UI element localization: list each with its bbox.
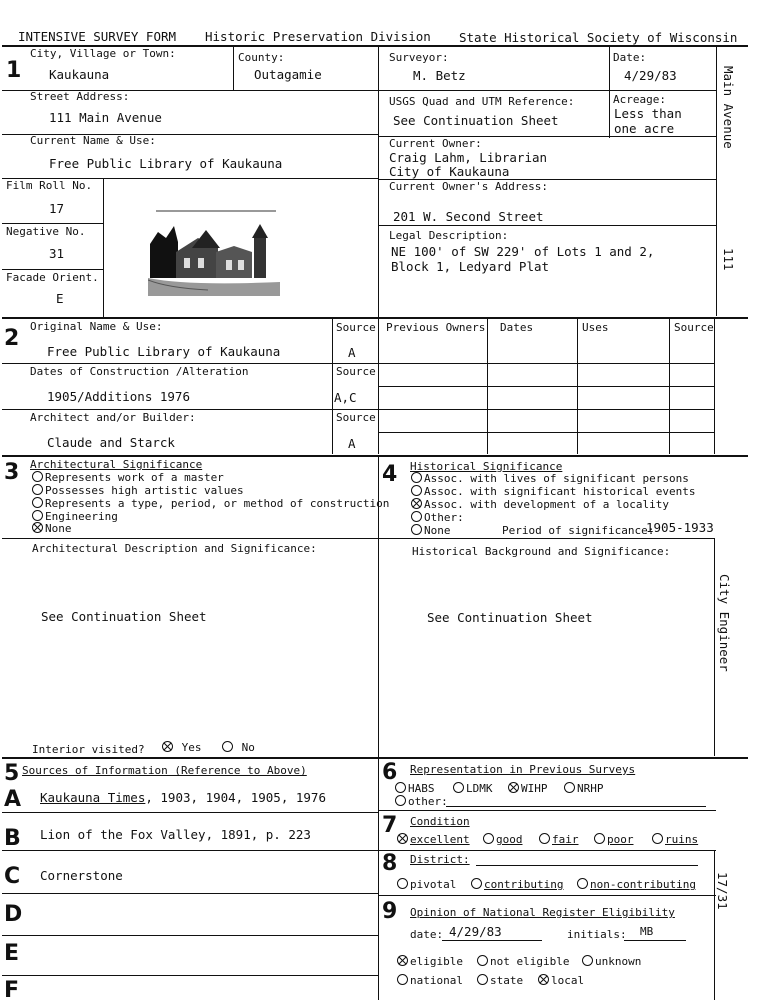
rule [2, 223, 103, 224]
radio-icon [411, 511, 422, 522]
source-b-letter: B [4, 826, 21, 851]
source-c-letter: C [4, 864, 21, 889]
condition-title: Condition [410, 815, 470, 828]
radio-icon [582, 955, 593, 966]
initials-underline [624, 940, 686, 941]
radio-icon [32, 471, 43, 482]
radio-icon [577, 878, 588, 889]
acreage-value-2: one acre [614, 121, 675, 136]
county-label: County: [238, 51, 285, 64]
owner-value-2: City of Kaukauna [389, 164, 510, 179]
survey-nrhp[interactable]: NRHP [564, 782, 604, 795]
radio-icon [483, 833, 494, 844]
rule [378, 432, 714, 433]
eligibility-eligible[interactable]: eligible [397, 955, 463, 968]
hist-option-events[interactable]: Assoc. with significant historical events [411, 485, 696, 498]
district-title: District: [410, 853, 470, 866]
surveyor-value: M. Betz [413, 68, 466, 83]
section-8-number: 8 [382, 851, 398, 876]
section-3-number: 3 [4, 460, 20, 485]
rule [2, 363, 714, 364]
city-value: Kaukauna [49, 67, 110, 82]
arch-option-engineering[interactable]: Engineering [32, 510, 118, 523]
arch-description-value: See Continuation Sheet [41, 609, 207, 624]
rule [2, 538, 714, 539]
margin-engineer: City Engineer [717, 574, 732, 672]
rule [378, 386, 714, 387]
level-national[interactable]: national [397, 974, 463, 987]
condition-fair[interactable]: fair [539, 833, 579, 846]
source-d-letter: D [4, 902, 23, 927]
dates-label: Dates of Construction /Alteration [30, 365, 249, 378]
owner-value-1: Craig Lahm, Librarian [389, 150, 548, 165]
rule [2, 812, 378, 813]
radio-icon [32, 497, 43, 508]
radio-icon [397, 878, 408, 889]
rule [2, 850, 378, 851]
radio-checked-icon [538, 974, 549, 985]
facade-label: Facade Orient. [6, 271, 99, 284]
radio-checked-icon [397, 955, 408, 966]
margin-number: 111 [721, 248, 736, 271]
legal-value-2: Block 1, Ledyard Plat [391, 259, 550, 274]
condition-ruins[interactable]: ruins [652, 833, 698, 846]
eligibility-date-value: 4/29/83 [449, 924, 502, 939]
owner-address-value: 201 W. Second Street [393, 209, 544, 224]
radio-icon [594, 833, 605, 844]
current-name-value: Free Public Library of Kaukauna [49, 156, 283, 171]
radio-icon [395, 795, 406, 806]
rule [233, 46, 234, 90]
condition-good[interactable]: good [483, 833, 523, 846]
street-value: 111 Main Avenue [49, 110, 162, 125]
sources-title: Sources of Information (Reference to Above) [22, 764, 307, 777]
other-underline [446, 806, 706, 807]
eligibility-unknown[interactable]: unknown [582, 955, 641, 968]
original-source-value: A [348, 345, 356, 360]
radio-checked-icon [508, 782, 519, 793]
date-underline [442, 940, 542, 941]
level-state[interactable]: state [477, 974, 523, 987]
usgs-value: See Continuation Sheet [393, 113, 559, 128]
district-contributing[interactable]: contributing [471, 878, 563, 891]
radio-icon [222, 741, 233, 752]
radio-icon [395, 782, 406, 793]
survey-habs[interactable]: HABS [395, 782, 435, 795]
radio-icon [564, 782, 575, 793]
street-label: Street Address: [30, 90, 130, 103]
rule [716, 46, 717, 316]
legal-value-1: NE 100' of SW 229' of Lots 1 and 2, [391, 244, 655, 259]
date-label: Date: [613, 51, 647, 64]
rule [378, 810, 716, 811]
section-9-number: 9 [382, 899, 398, 924]
source-label: Source [336, 411, 376, 424]
division-name: Historic Preservation Division [205, 29, 431, 44]
rule [378, 90, 716, 91]
source-e-letter: E [4, 941, 20, 966]
hist-background-label: Historical Background and Significance: [412, 545, 671, 558]
rule [2, 409, 714, 410]
source-label: Source [336, 321, 376, 334]
arch-option-artistic[interactable]: Possesses high artistic values [32, 484, 244, 497]
rule [2, 893, 378, 894]
survey-wihp[interactable]: WIHP [508, 782, 548, 795]
film-roll-value: 17 [49, 201, 65, 216]
source-f-letter: F [4, 978, 20, 1003]
owner-label: Current Owner: [389, 137, 482, 150]
arch-option-master[interactable]: Represents work of a master [32, 471, 224, 484]
hist-option-persons[interactable]: Assoc. with lives of significant persons [411, 472, 689, 485]
rule [2, 975, 378, 976]
hist-background-value: See Continuation Sheet [427, 610, 593, 625]
dates-value: 1905/Additions 1976 [47, 389, 190, 404]
radio-icon [411, 472, 422, 483]
period-label: Period of significance: [502, 524, 655, 537]
eligibility-date-label: date: [410, 928, 444, 941]
arch-option-none[interactable]: None [32, 522, 72, 535]
section-4-number: 4 [382, 462, 398, 487]
facade-value: E [56, 291, 64, 306]
negative-value: 31 [49, 246, 65, 261]
source-c-value: Cornerstone [40, 868, 123, 883]
hist-option-locality[interactable]: Assoc. with development of a locality [411, 498, 669, 511]
radio-icon [477, 974, 488, 985]
radio-icon [453, 782, 464, 793]
film-roll-label: Film Roll No. [6, 179, 93, 192]
building-photo [148, 208, 280, 296]
radio-icon [32, 484, 43, 495]
original-name-label: Original Name & Use: [30, 320, 163, 333]
eligibility-title: Opinion of National Register Eligibility [410, 906, 675, 919]
radio-checked-icon [32, 522, 43, 533]
rule [378, 850, 716, 851]
rule-section-5 [2, 757, 748, 759]
rule [2, 269, 103, 270]
architect-label: Architect and/or Builder: [30, 411, 196, 424]
initials-label: initials: [567, 928, 627, 941]
district-noncontributing[interactable]: non-contributing [577, 878, 696, 891]
usgs-label: USGS Quad and UTM Reference: [389, 95, 575, 108]
rule [2, 935, 378, 936]
rule [609, 46, 610, 138]
radio-icon [411, 485, 422, 496]
dates-source-value: A,C [334, 390, 357, 405]
source-a-letter: A [4, 787, 22, 812]
condition-excellent[interactable]: excellent [397, 833, 470, 846]
rule [378, 895, 716, 896]
section-2-number: 2 [4, 326, 20, 351]
rule [714, 318, 715, 454]
surveyor-label: Surveyor: [389, 51, 449, 64]
rule [103, 178, 104, 317]
initials-value: MB [640, 925, 654, 938]
radio-icon [471, 878, 482, 889]
negative-label: Negative No. [6, 225, 86, 238]
rule [714, 538, 715, 756]
rule [378, 46, 379, 317]
section-7-number: 7 [382, 813, 398, 838]
source-a-value: Kaukauna Times, 1903, 1904, 1905, 1976 [40, 790, 326, 805]
radio-icon [397, 974, 408, 985]
rule [378, 225, 716, 226]
acreage-value-1: Less than [614, 106, 682, 121]
radio-checked-icon [397, 833, 408, 844]
source-b-value: Lion of the Fox Valley, 1891, p. 223 [40, 827, 311, 842]
arch-significance-title: Architectural Significance [30, 458, 203, 471]
radio-checked-icon [411, 498, 422, 509]
acreage-label: Acreage: [613, 93, 666, 106]
radio-icon [32, 510, 43, 521]
section-6-number: 6 [382, 760, 398, 785]
hist-option-none[interactable]: None [411, 524, 451, 537]
form-title: INTENSIVE SURVEY FORM [18, 29, 177, 44]
district-underline [476, 865, 698, 866]
arch-description-label: Architectural Description and Significance: [32, 542, 317, 555]
source-label: Source [336, 365, 376, 378]
period-value: 1905-1933 [646, 520, 714, 535]
hist-option-other[interactable]: Other: [411, 511, 464, 524]
interior-visited-label: Interior visited? [32, 743, 145, 756]
uses-header: Uses [582, 321, 609, 334]
society-name: State Historical Society of Wisconsin [459, 30, 738, 45]
city-label: City, Village or Town: [30, 47, 176, 60]
level-local[interactable]: local [538, 974, 584, 987]
previous-surveys-title: Representation in Previous Surveys [410, 763, 636, 776]
hist-significance-title: Historical Significance [410, 460, 563, 473]
original-name-value: Free Public Library of Kaukauna [47, 344, 281, 359]
date-value: 4/29/83 [624, 68, 677, 83]
margin-roll: 17/31 [715, 872, 730, 910]
county-value: Outagamie [254, 67, 322, 82]
source-header: Source [674, 321, 714, 334]
rule-section-3 [2, 455, 748, 457]
rule [378, 758, 379, 1000]
eligibility-not-eligible[interactable]: not eligible [477, 955, 569, 968]
survey-ldmk[interactable]: LDMK [453, 782, 493, 795]
district-pivotal[interactable]: pivotal [397, 878, 456, 891]
previous-owners-header: Previous Owners [386, 321, 486, 334]
radio-icon [411, 524, 422, 535]
interior-no[interactable]: No [222, 741, 255, 754]
arch-option-type[interactable]: Represents a type, period, or method of construction [32, 497, 389, 510]
rule [332, 318, 333, 454]
section-5-number: 5 [4, 761, 20, 786]
margin-street: Main Avenue [721, 66, 736, 149]
radio-icon [477, 955, 488, 966]
dates-header: Dates [500, 321, 534, 334]
radio-icon [652, 833, 663, 844]
owner-address-label: Current Owner's Address: [389, 180, 548, 193]
condition-poor[interactable]: poor [594, 833, 634, 846]
current-name-label: Current Name & Use: [30, 134, 156, 147]
legal-label: Legal Description: [389, 229, 509, 242]
section-1-number: 1 [6, 58, 22, 83]
interior-yes[interactable]: Yes [162, 741, 202, 754]
radio-checked-icon [162, 741, 173, 752]
radio-icon [539, 833, 550, 844]
architect-source-value: A [348, 436, 356, 451]
survey-other[interactable]: other: [395, 795, 448, 808]
architect-value: Claude and Starck [47, 435, 175, 450]
rule-section-2 [2, 317, 748, 319]
